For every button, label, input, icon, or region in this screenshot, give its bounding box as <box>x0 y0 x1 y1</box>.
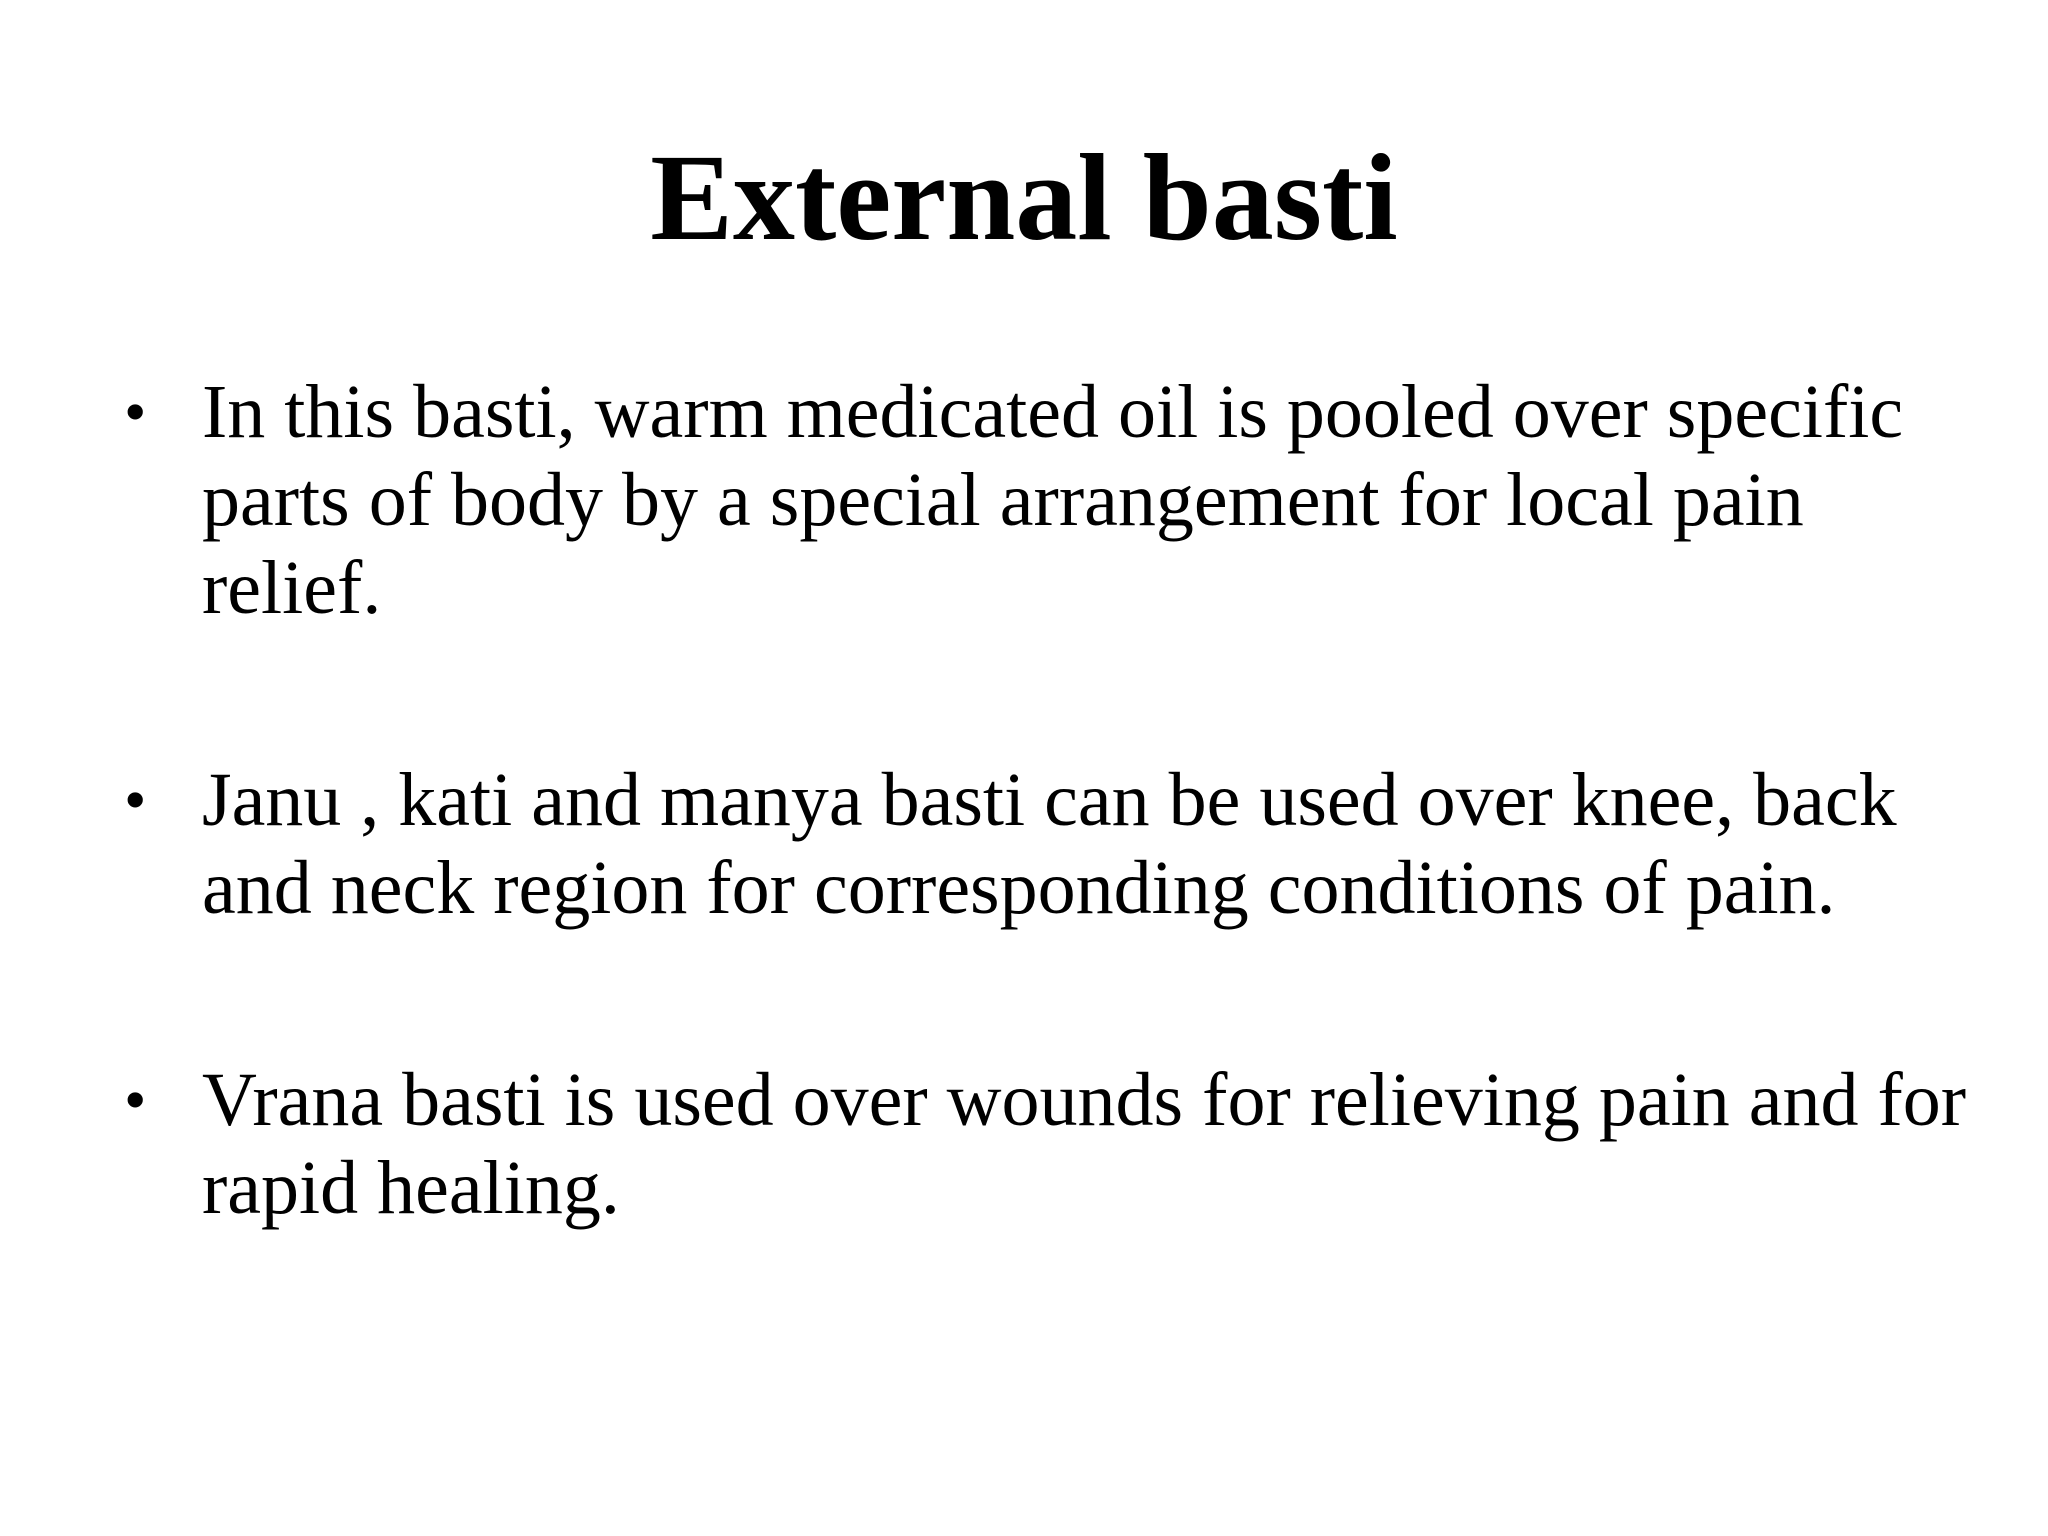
bullet-text: In this basti, warm medicated oil is pooled over specific parts of body by a special arrangement for local pain relief. <box>202 370 1904 630</box>
bullet-text: Vrana basti is used over wounds for relieving pain and for rapid healing. <box>202 1058 1967 1230</box>
bullet-text: Janu , kati and manya basti can be used over knee, back and neck region for corresponding conditions of pain. <box>202 758 1897 930</box>
bullet-dot-icon: • <box>124 376 147 447</box>
bullet-list <box>118 368 1978 1232</box>
bullet-item <box>118 756 1978 932</box>
bullet-dot-icon: • <box>124 1064 147 1135</box>
bullet-dot-icon: • <box>124 764 147 835</box>
slide-title: External basti <box>650 129 1398 266</box>
bullet-item <box>118 368 1978 632</box>
bullet-item <box>118 1056 1978 1232</box>
